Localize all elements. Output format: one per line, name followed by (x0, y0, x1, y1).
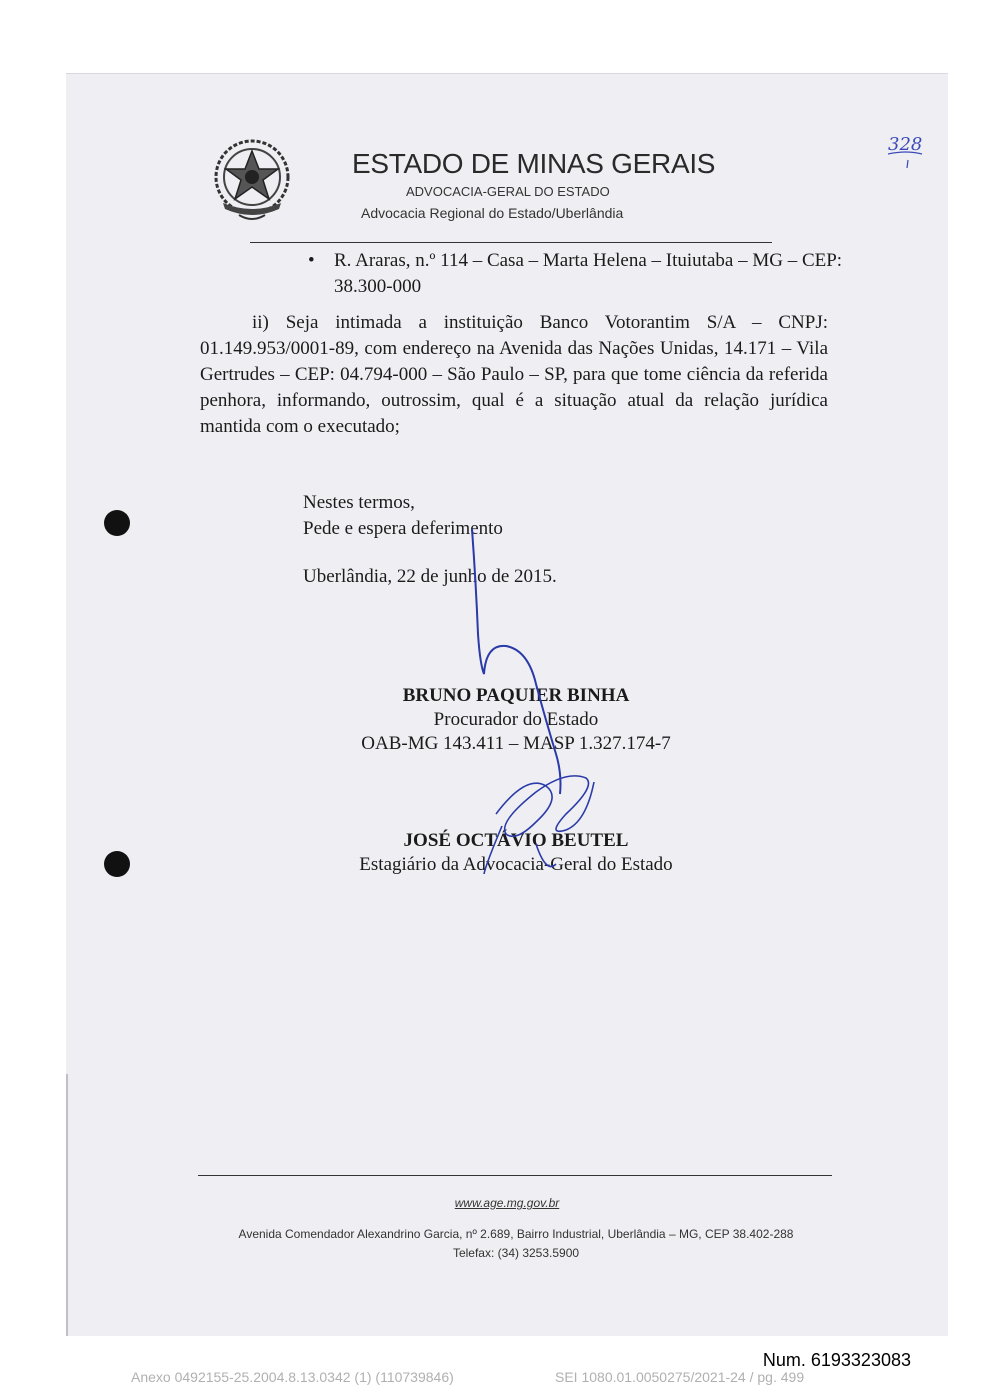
intern-role: Estagiário da Advocacia-Geral do Estado (359, 854, 673, 875)
place-and-date: Uberlândia, 22 de junho de 2015. (303, 566, 557, 587)
punch-hole-bottom (104, 851, 130, 877)
header-title: ESTADO DE MINAS GERAIS (352, 148, 716, 179)
page-number-text: 328 (888, 134, 923, 155)
header-subtitle: ADVOCACIA-GERAL DO ESTADO (406, 184, 610, 199)
closing-line-2: Pede e espera deferimento (303, 518, 503, 539)
address-bullet (308, 248, 854, 300)
footer-divider (198, 1175, 832, 1176)
document-number-stamp: Num. 6193323083 (762, 1350, 911, 1370)
footer-phone: Telefax: (34) 3253.5900 (452, 1246, 580, 1260)
annex-reference: Anexo 0492155-25.2004.8.13.0342 (1) (110739846) (131, 1369, 454, 1385)
request-paragraph: ii) Seja intimada a instituição Banco Votorantim S/A – CNPJ: 01.149.953/0001-89, com endereço na Avenida das Nações Unidas, 14.171 – Vila Gertrudes – CEP: 04.794-000 – São Paulo – SP, para que tome ciência da referida penhora, informando, outrossim, qual é a situação atual da relação jurídica mantida com o executado; (200, 312, 828, 437)
address-text: R. Araras, n.º 114 – Casa – Marta Helena – Ituiutaba – MG – CEP: 38.300-000 (334, 250, 843, 297)
header-divider (250, 242, 772, 243)
header-office: Advocacia Regional do Estado/Uberlândia (361, 205, 624, 221)
closing-line-1: Nestes termos, (303, 492, 415, 513)
attorney-role: Procurador do Estado (433, 709, 599, 730)
bullet-icon: • (308, 250, 315, 271)
footer-website-link[interactable]: www.age.mg.gov.br (454, 1196, 560, 1210)
signature-block-attorney (306, 684, 726, 756)
punch-hole-top (104, 510, 130, 536)
signature-block-intern (306, 829, 726, 877)
sei-reference: SEI 1080.01.0050275/2021-24 / pg. 499 (555, 1369, 805, 1385)
intern-name: JOSÉ OCTÁVIO BEUTEL (403, 830, 629, 851)
state-coat-of-arms (209, 137, 295, 223)
footer-address: Avenida Comendador Alexandrino Garcia, nº 2.689, Bairro Industrial, Uberlândia – MG, CEP 38.402-288 (238, 1227, 794, 1241)
attorney-registration: OAB-MG 143.411 – MASP 1.327.174-7 (361, 733, 671, 754)
document-page (66, 73, 948, 1336)
handwritten-page-number (886, 130, 926, 174)
attorney-name: BRUNO PAQUIER BINHA (402, 685, 630, 706)
